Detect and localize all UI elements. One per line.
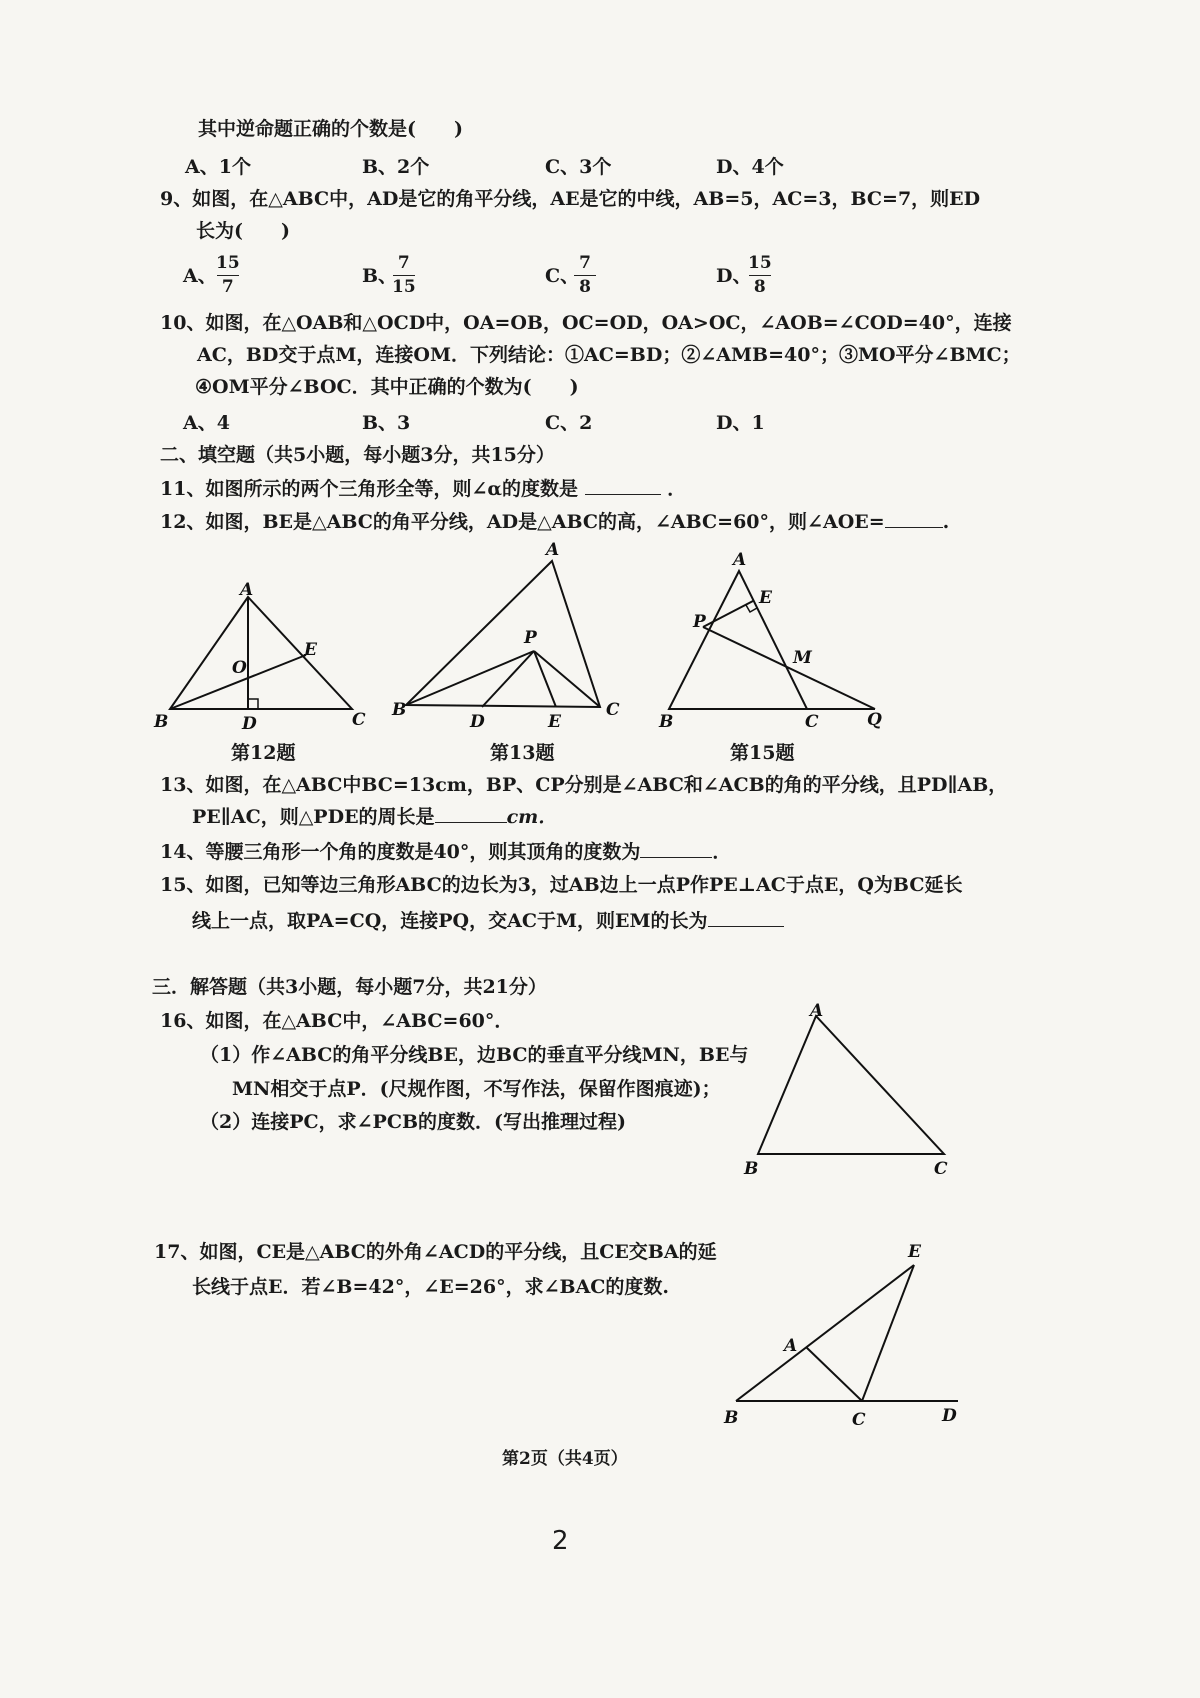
q9-option-b-den: 15 [392,277,416,297]
fig17-label-d: D [942,1406,957,1426]
fig16-label-a: A [810,1001,824,1021]
fig13-caption: 第13题 [490,742,555,764]
q11-text: 11、如图所示的两个三角形全等，则∠α的度数是 [160,478,578,500]
q8-option-c: C、3个 [545,156,612,178]
q16-line3: MN相交于点P．(尺规作图，不写作法，保留作图痕迹)； [232,1078,721,1100]
fig15-caption: 第15题 [730,742,795,764]
q10-line2: AC，BD交于点M，连接OM．下列结论：①AC=BD；②∠AMB=40°；③MO平分∠BMC； [197,344,1021,366]
fig17-label-e: E [908,1242,921,1262]
fig13-bisector-bp [406,651,534,705]
fig12-right-angle-mark [248,699,258,709]
fig12-label-c: C [352,710,366,730]
fig17-label-b: B [724,1408,739,1428]
q10-option-d: D、1 [716,412,765,434]
q9-option-c-den: 8 [579,277,591,297]
q9-option-a-num: 15 [216,253,240,273]
q10-option-c: C、2 [545,412,593,434]
q13-text: PE∥AC，则△PDE的周长是 [192,806,435,828]
fig13-label-c: C [606,700,620,720]
q10-option-a: A、4 [183,412,230,434]
q15-line2 [192,912,784,931]
fig17-label-c: C [852,1410,866,1430]
fig12-triangle-abc [170,597,352,709]
q9-option-a-fraction [216,255,240,296]
q9-line1: 9、如图，在△ABC中，AD是它的角平分线，AE是它的中线，AB=5，AC=3，BC=7，则ED [160,188,981,210]
q14-answer-blank[interactable] [640,843,712,858]
q15-text: 线上一点，取PA=CQ，连接PQ，交AC于M，则EM的长为 [192,910,708,932]
q13-line1: 13、如图，在△ABC中BC=13cm，BP、CP分别是∠ABC和∠ACB的角的平分线，且PD∥AB， [160,774,1008,796]
q11 [160,480,686,499]
q16-line1: 16、如图，在△ABC中，∠ABC=60°． [160,1010,514,1032]
q14 [160,843,731,862]
q9-option-b-num: 7 [397,253,410,273]
q13-unit: cm． [506,806,558,828]
figure-q13 [388,535,638,740]
q9-option-b-letter: B、 [362,265,398,287]
figure-q12 [150,575,380,740]
fig15-perpendicular-pe [703,601,753,627]
q9-option-a-den: 7 [221,277,234,297]
q8-tail: 其中逆命题正确的个数是( ) [198,118,463,140]
fig13-label-b: B [392,700,407,720]
fig16-label-b: B [744,1159,759,1179]
fig15-triangle-abc [669,571,807,709]
q12-after: . [942,511,950,533]
q9-option-a-letter: A、 [183,265,217,287]
q16-line2: （1）作∠ABC的角平分线BE，边BC的垂直平分线MN，BE与 [200,1044,749,1066]
q12-text: 12、如图，BE是△ABC的角平分线，AD是△ABC的高，∠ABC=60°，则∠AOE= [160,511,885,533]
q13-line2 [192,808,557,827]
fig15-label-p: P [693,612,706,632]
fig15-label-e: E [759,588,772,608]
fig15-label-a: A [733,550,747,570]
q17-line2: 长线于点E．若∠B=42°，∠E=26°，求∠BAC的度数. [192,1276,670,1298]
figure-q17 [720,1235,970,1435]
q16-line4: （2）连接PC，求∠PCB的度数．(写出推理过程) [200,1111,626,1133]
fig16-label-c: C [934,1159,948,1179]
q9-option-d-letter: D、 [716,265,752,287]
q9-option-c-letter: C、 [545,265,580,287]
q8-option-a: A、1个 [185,156,251,178]
q15-answer-blank[interactable] [708,912,784,927]
q9-option-b-fraction [392,255,416,296]
q9-line2: 长为( ) [196,220,290,242]
fig12-label-e: E [304,640,317,660]
fig13-label-d: D [470,712,485,732]
fig15-segment-pq [703,627,875,709]
fig13-label-p: P [524,628,537,648]
fig12-label-d: D [242,714,257,734]
q10-option-b: B、3 [362,412,411,434]
fig16-triangle-abc [758,1016,944,1154]
q9-option-c-fraction [574,255,596,296]
fig12-label-a: A [240,580,254,600]
q9-option-d-den: 8 [753,277,766,297]
q14-after: ． [712,841,732,863]
q14-text: 14、等腰三角形一个角的度数是40°，则其顶角的度数为 [160,841,641,863]
q9-option-d-num: 15 [748,253,772,273]
fig15-label-q: Q [867,710,882,730]
q13-answer-blank[interactable] [435,808,507,823]
q9-option-d-fraction [748,255,772,296]
fig13-segment-pd [482,651,534,707]
fig17-line-ac [806,1347,862,1401]
q11-answer-blank[interactable] [585,480,661,495]
q17-line1: 17、如图，CE是△ABC的外角∠ACD的平分线，且CE交BA的延 [154,1241,717,1263]
fig15-label-b: B [659,712,674,732]
page-footer-label: 第2页（共4页） [502,1449,628,1469]
fig13-label-e: E [548,712,561,732]
q11-after: ． [667,478,687,500]
q10-line1: 10、如图，在△OAB和△OCD中，OA=OB，OC=OD，OA>OC，∠AOB=∠COD=40°，连接 [160,312,1012,334]
q8-option-d: D、4个 [716,156,784,178]
fig12-label-b: B [154,712,169,732]
q12 [160,513,949,532]
section2-title: 二、填空题（共5小题，每小题3分，共15分） [160,444,555,466]
fig12-caption: 第12题 [231,742,296,764]
fig13-label-a: A [546,540,560,560]
fig12-label-o: O [232,658,247,678]
q12-answer-blank[interactable] [885,513,943,528]
fig17-label-a: A [784,1336,798,1356]
q10-line3: ④OM平分∠BOC．其中正确的个数为( ) [195,376,579,398]
page-number: 2 [552,1526,569,1556]
fig15-label-c: C [805,712,819,732]
q8-option-b: B、2个 [362,156,430,178]
figure-q16 [730,1000,970,1185]
fig15-label-m: M [793,648,812,668]
q15-line1: 15、如图，已知等边三角形ABC的边长为3，过AB边上一点P作PE⊥AC于点E，Q为BC延长 [160,874,963,896]
section3-title: 三．解答题（共3小题，每小题7分，共21分） [152,976,547,998]
q9-option-c-num: 7 [579,253,591,273]
figure-q15 [655,545,895,740]
